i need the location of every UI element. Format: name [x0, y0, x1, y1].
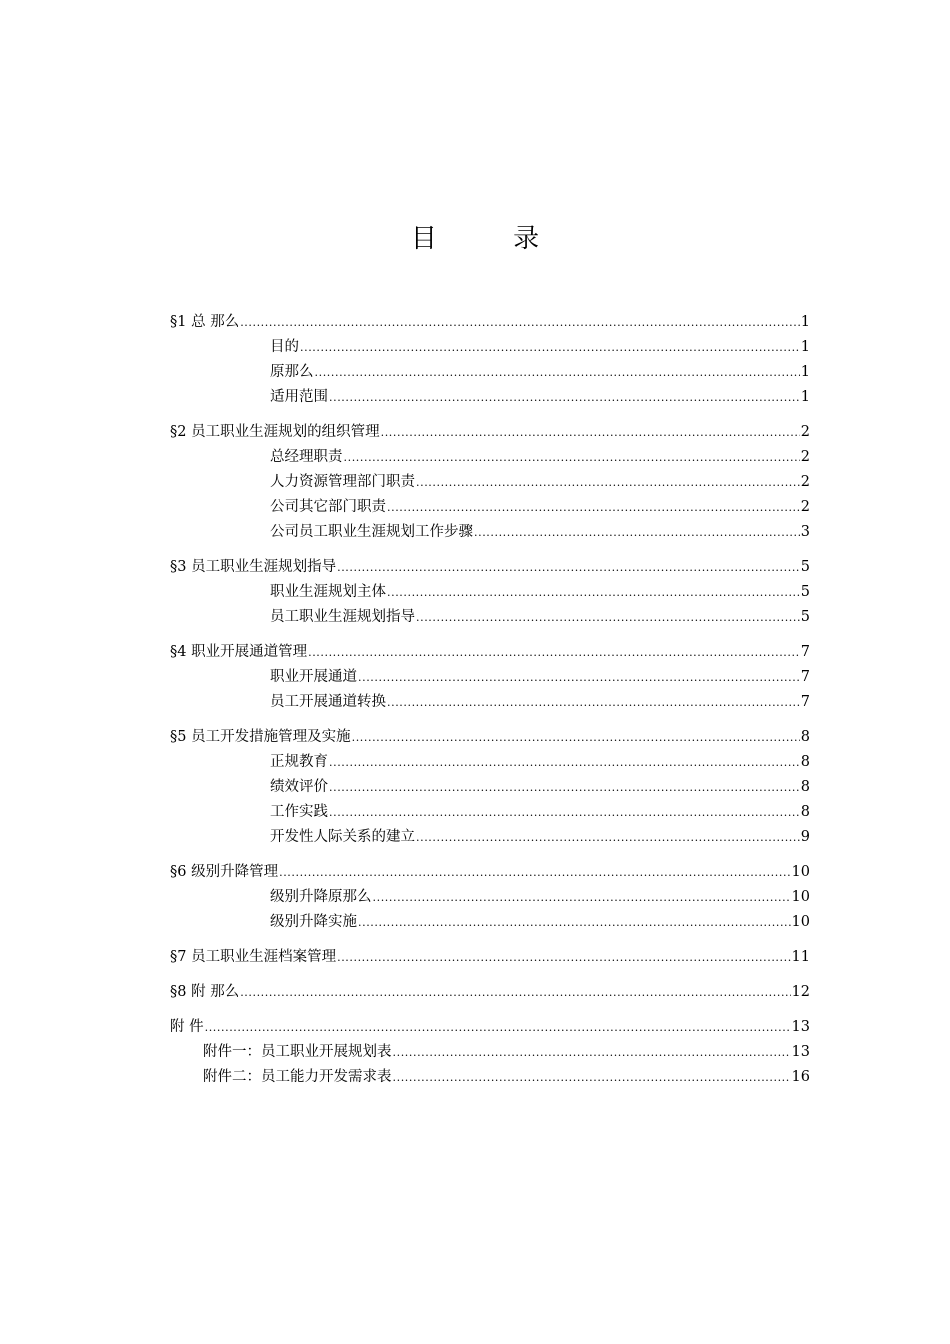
toc-leader-dots: [337, 945, 790, 970]
toc-entry-page: 9: [800, 829, 810, 845]
toc-leader-dots: [240, 980, 790, 1005]
toc-leader-dots: [387, 580, 800, 605]
toc-entry-page: 7: [800, 669, 810, 685]
toc-leader-dots: [315, 360, 800, 385]
toc-entry-page: 1: [800, 389, 810, 405]
toc-entry[interactable]: [170, 1015, 810, 1040]
toc-entry-label: 人力资源管理部门职责: [270, 474, 415, 490]
toc-entry-page: 8: [800, 729, 810, 745]
toc-entry-page: 13: [791, 1044, 810, 1060]
toc-entry[interactable]: [170, 385, 810, 410]
toc-entry[interactable]: [170, 555, 810, 580]
toc-entry[interactable]: [170, 335, 810, 360]
toc-entry-page: 7: [800, 644, 810, 660]
toc-entry[interactable]: [170, 445, 810, 470]
toc-leader-dots: [337, 555, 800, 580]
toc-entry-page: 7: [800, 694, 810, 710]
toc-entry[interactable]: [170, 520, 810, 545]
toc-entry-page: 2: [800, 474, 810, 490]
toc-entry[interactable]: [170, 605, 810, 630]
toc-leader-dots: [381, 420, 800, 445]
toc-entry-page: 12: [791, 984, 810, 1000]
toc-entry-label: 职业开展通道: [270, 669, 357, 685]
toc-entry-page: 3: [800, 524, 810, 540]
toc-entry-label: 员工开展通道转换: [270, 694, 386, 710]
toc-entry-page: 8: [800, 804, 810, 820]
toc-entry[interactable]: [170, 980, 810, 1005]
toc-entry[interactable]: [170, 580, 810, 605]
toc-entry[interactable]: [170, 310, 810, 335]
toc-entry-label: 附 件: [170, 1019, 204, 1035]
toc-leader-dots: [279, 860, 790, 885]
toc-entry[interactable]: [170, 640, 810, 665]
toc-entry[interactable]: [170, 860, 810, 885]
toc-leader-dots: [416, 605, 800, 630]
toc-leader-dots: [393, 1065, 791, 1090]
toc-entry-page: 5: [800, 609, 810, 625]
toc-entry[interactable]: [170, 665, 810, 690]
toc-entry-page: 10: [791, 864, 810, 880]
toc-entry[interactable]: [170, 420, 810, 445]
toc-entry[interactable]: [170, 800, 810, 825]
toc-entry-label: 级别升降实施: [270, 914, 357, 930]
toc-leader-dots: [393, 1040, 791, 1065]
toc-entry-label: 适用范围: [270, 389, 328, 405]
toc-entry-label: 附件二：员工能力开发需求表: [203, 1069, 392, 1085]
toc-entry[interactable]: [170, 690, 810, 715]
toc-entry-page: 10: [791, 914, 810, 930]
toc-leader-dots: [329, 385, 800, 410]
toc-leader-dots: [300, 335, 800, 360]
toc-title: 目 录: [410, 224, 574, 254]
toc-entry-label: 员工职业生涯规划指导: [270, 609, 415, 625]
toc-entry-label: 原那么: [270, 364, 314, 380]
toc-entry-label: §7 员工职业生涯档案管理: [170, 949, 337, 965]
toc-entry-page: 1: [800, 314, 810, 330]
toc-entry-label: §6 级别升降管理: [170, 864, 279, 880]
toc-entry-page: 5: [800, 559, 810, 575]
toc-entry-page: 2: [800, 499, 810, 515]
toc-leader-dots: [329, 750, 800, 775]
toc-entry-label: 职业生涯规划主体: [270, 584, 386, 600]
toc-entry-label: 总经理职责: [270, 449, 343, 465]
toc-entry-page: 11: [791, 949, 810, 965]
toc-entry-page: 2: [800, 449, 810, 465]
toc-leader-dots: [308, 640, 800, 665]
toc-leader-dots: [358, 910, 791, 935]
toc-entry[interactable]: [170, 825, 810, 850]
toc-entry[interactable]: [170, 885, 810, 910]
toc-leader-dots: [387, 690, 800, 715]
toc-entry[interactable]: [170, 910, 810, 935]
toc-leader-dots: [416, 470, 800, 495]
toc-leader-dots: [352, 725, 800, 750]
toc-entry-label: 公司其它部门职责: [270, 499, 386, 515]
toc-leader-dots: [329, 775, 800, 800]
toc-entry-label: 绩效评价: [270, 779, 328, 795]
toc-entry[interactable]: [170, 470, 810, 495]
toc-leader-dots: [344, 445, 800, 470]
toc-entry[interactable]: [170, 725, 810, 750]
toc-leader-dots: [387, 495, 800, 520]
toc-entry-label: §8 附 那么: [170, 984, 240, 1000]
toc-entry-label: 附件一：员工职业开展规划表: [203, 1044, 392, 1060]
toc-entry[interactable]: [170, 945, 810, 970]
toc-entry-page: 5: [800, 584, 810, 600]
toc-entry-label: §4 职业开展通道管理: [170, 644, 308, 660]
toc-leader-dots: [329, 800, 800, 825]
toc-entry-label: 公司员工职业生涯规划工作步骤: [270, 524, 473, 540]
toc-entry-label: 目的: [270, 339, 299, 355]
toc-entry-page: 8: [800, 779, 810, 795]
toc-entry-page: 13: [791, 1019, 810, 1035]
toc-entry-page: 16: [791, 1069, 810, 1085]
table-of-contents: [170, 310, 810, 1090]
toc-entry[interactable]: [170, 495, 810, 520]
toc-leader-dots: [240, 310, 800, 335]
toc-entry-page: 1: [800, 339, 810, 355]
toc-entry[interactable]: [170, 1040, 810, 1065]
toc-entry-page: 1: [800, 364, 810, 380]
toc-entry-page: 8: [800, 754, 810, 770]
toc-leader-dots: [416, 825, 800, 850]
toc-entry-label: 正规教育: [270, 754, 328, 770]
toc-leader-dots: [358, 665, 800, 690]
toc-entry-label: 工作实践: [270, 804, 328, 820]
toc-entry-page: 2: [800, 424, 810, 440]
toc-leader-dots: [205, 1015, 791, 1040]
toc-entry[interactable]: [170, 775, 810, 800]
toc-leader-dots: [373, 885, 791, 910]
toc-entry-label: §3 员工职业生涯规划指导: [170, 559, 337, 575]
toc-entry[interactable]: [170, 1065, 810, 1090]
toc-entry[interactable]: [170, 360, 810, 385]
toc-entry-label: §1 总 那么: [170, 314, 240, 330]
toc-entry-page: 10: [791, 889, 810, 905]
toc-entry-label: 级别升降原那么: [270, 889, 372, 905]
toc-entry[interactable]: [170, 750, 810, 775]
toc-entry-label: 开发性人际关系的建立: [270, 829, 415, 845]
toc-entry-label: §2 员工职业生涯规划的组织管理: [170, 424, 380, 440]
toc-entry-label: §5 员工开发措施管理及实施: [170, 729, 351, 745]
toc-leader-dots: [474, 520, 800, 545]
